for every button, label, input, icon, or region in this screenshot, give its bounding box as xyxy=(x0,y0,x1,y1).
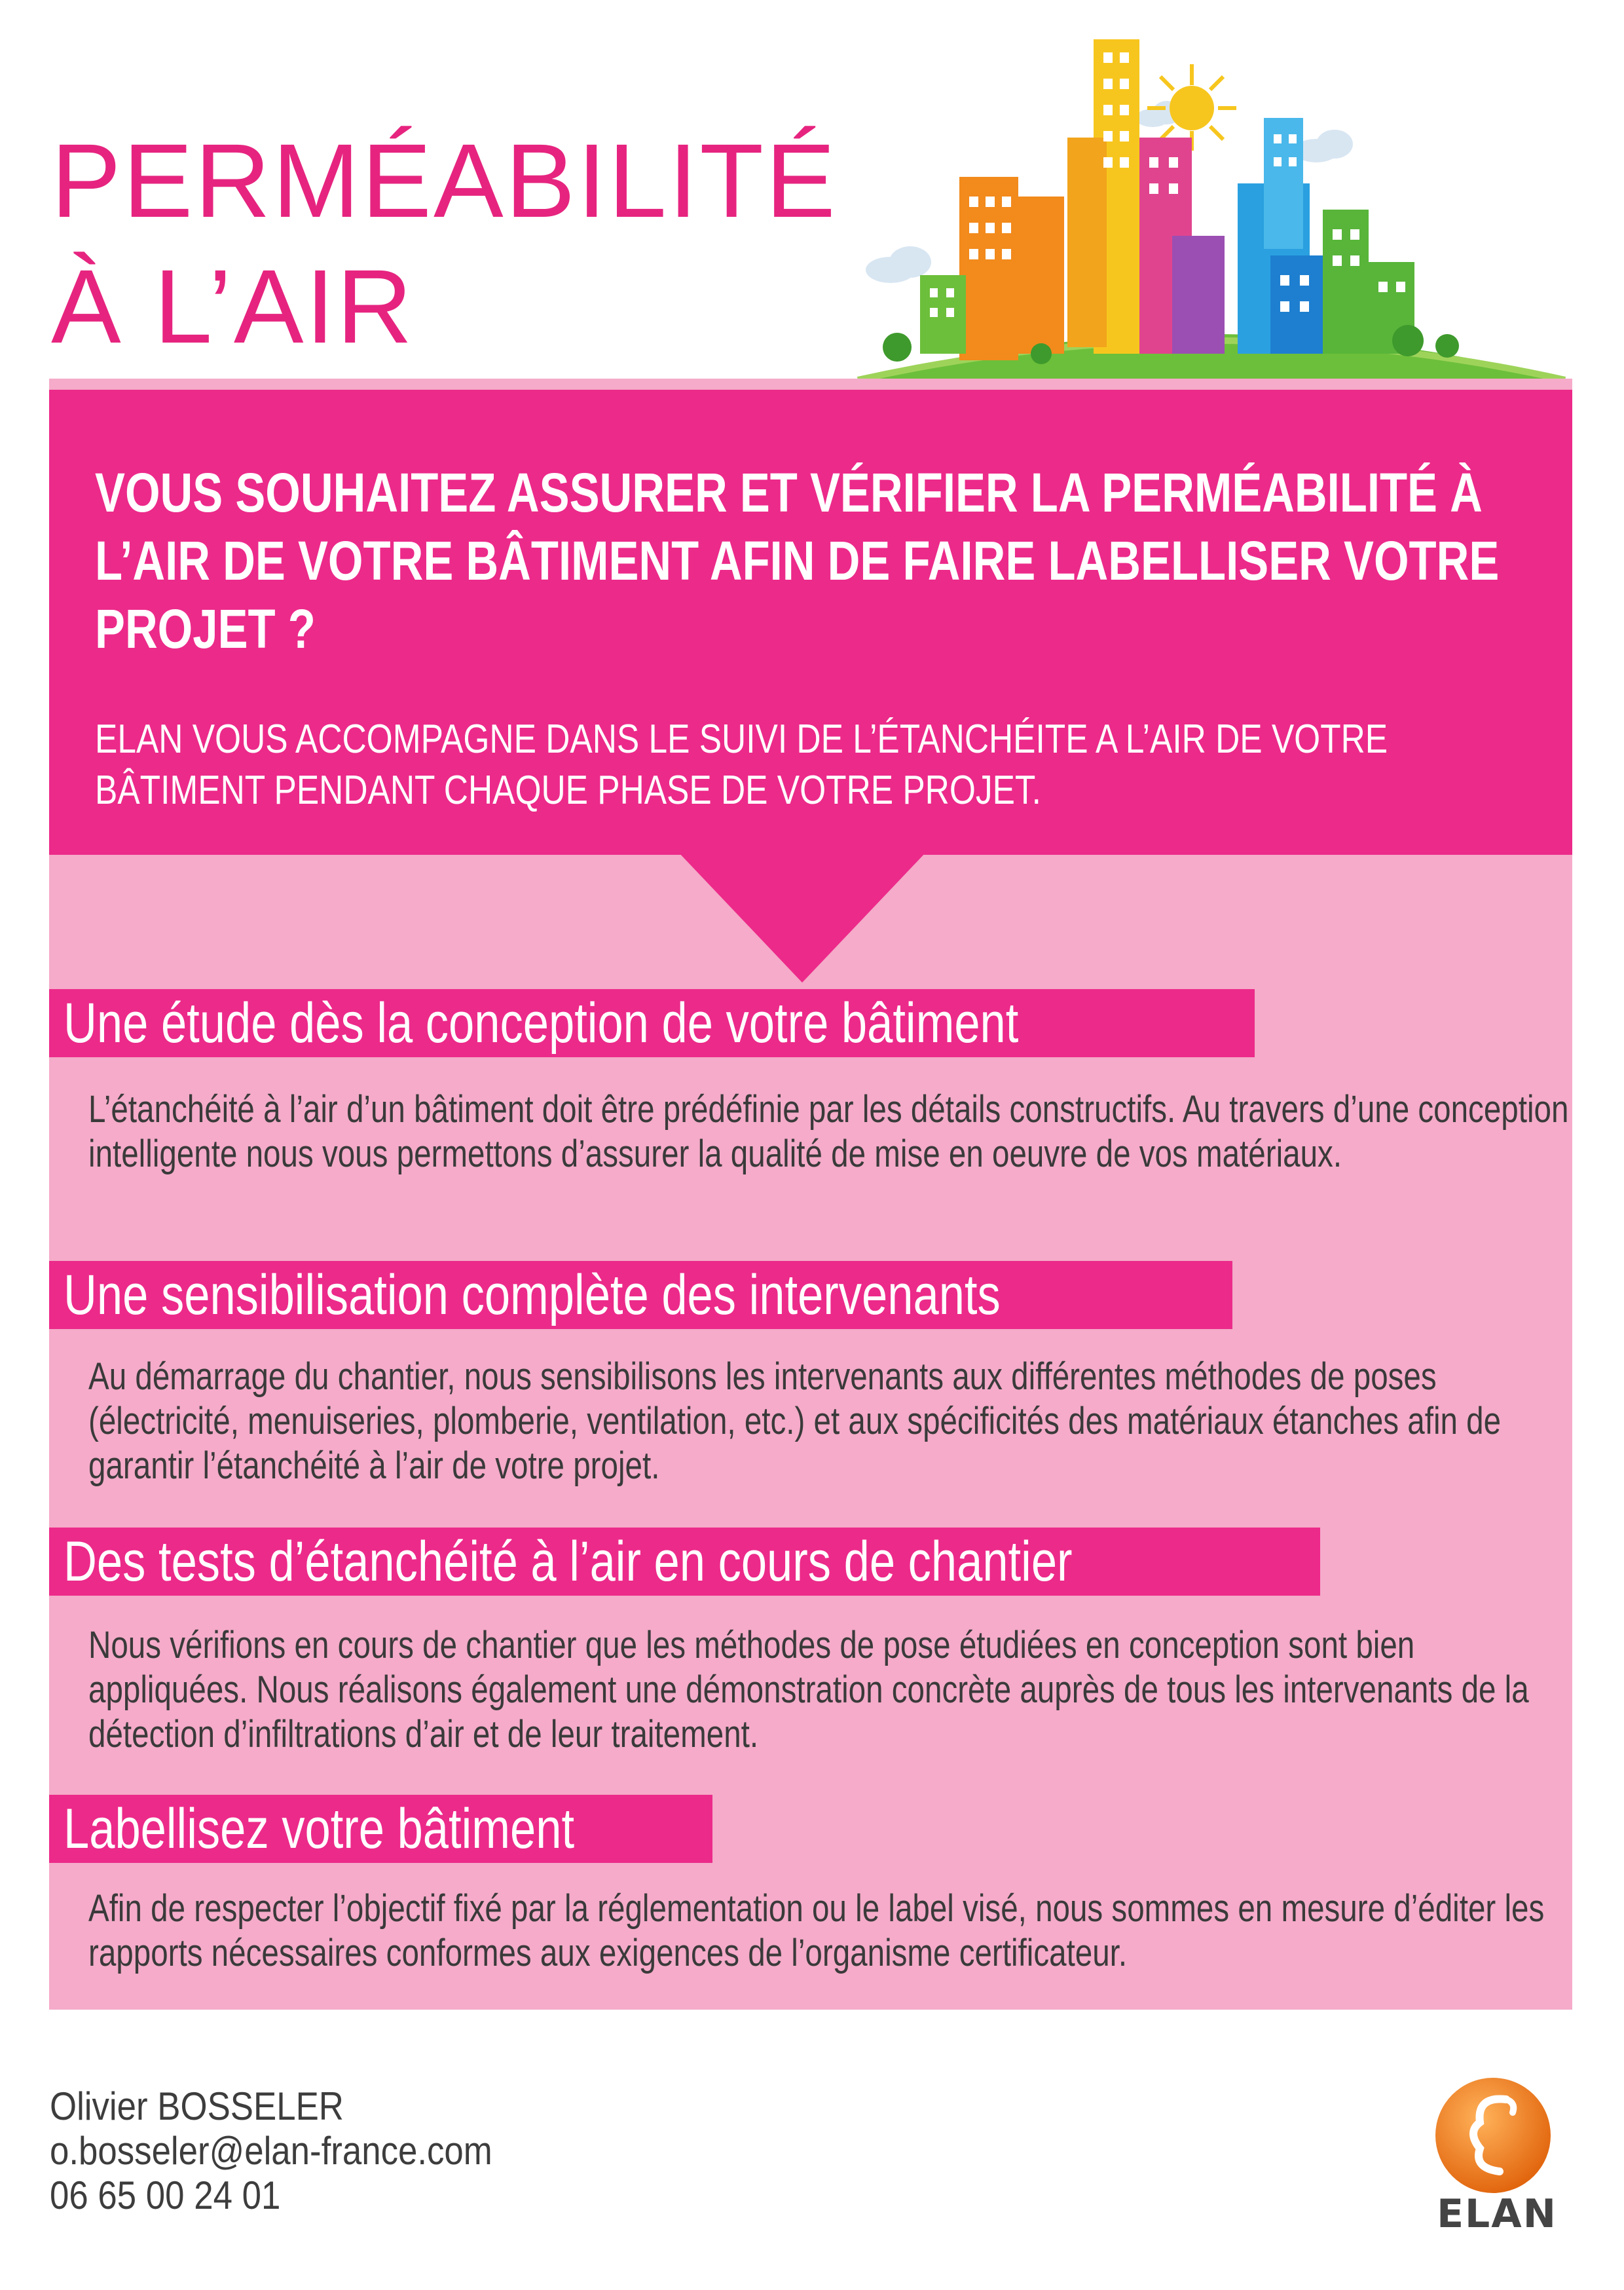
contact-phone[interactable]: 06 65 00 24 01 xyxy=(50,2173,281,2217)
section-title-conception: Une étude dès la conception de votre bâtiment xyxy=(49,989,1255,1057)
section-title-tests: Des tests d’étanchéité à l’air en cours de chantier xyxy=(49,1528,1320,1596)
elan-logo-text: ELAN xyxy=(1437,2191,1557,2237)
contact-name: Olivier BOSSELER xyxy=(50,2084,344,2128)
city-buildings-icon xyxy=(845,26,1578,393)
section-text-conception: L’étanchéité à l’air d’un bâtiment doit être prédéfinie par les détails constructifs. Au travers d’une conception intelligente nous vous permettons d’assurer la qualité de mise en oeuvre de vos matériaux. xyxy=(88,1088,1569,1175)
contact-email[interactable]: o.bosseler@elan-france.com xyxy=(50,2129,492,2173)
section-text-tests: Nous vérifions en cours de chantier que les méthodes de pose étudiées en conception sont bien appliquées. Nous réalisons également une démonstration concrète auprès de tous les intervenants de la détection d’infiltrations d’air et de leur traitement. xyxy=(88,1624,1529,1755)
section-text-labellisez: Afin de respecter l’objectif fixé par la réglementation ou le label visé, nous sommes en mesure d’éditer les rapports nécessaires conformes aux exigences de l’organisme certificateur. xyxy=(88,1887,1545,1974)
contact-block xyxy=(50,2084,553,2218)
hero-subtitle: ELAN VOUS ACCOMPAGNE DANS LE SUIVI DE L’ÉTANCHÉITE A L’AIR DE VOTRE BÂTIMENT PENDANT CHAQUE PHASE DE VOTRE PROJET. xyxy=(95,717,1388,813)
section-title-labellisez: Labellisez votre bâtiment xyxy=(49,1795,712,1863)
page-title xyxy=(51,118,838,369)
hero-arrow xyxy=(678,852,927,983)
section-title-sensibilisation: Une sensibilisation complète des intervenants xyxy=(49,1261,1232,1329)
page-title-line1: PERMÉABILITÉ xyxy=(51,122,838,239)
section-text-sensibilisation: Au démarrage du chantier, nous sensibilisons les intervenants aux différentes méthodes de poses (électricité, menuiseries, plomberie, ventilation, etc.) et aux spécificités des matériaux étanches afin de garantir l’étanchéité à l’air de votre projet. xyxy=(88,1355,1502,1487)
page-title-line2: À L’AIR xyxy=(51,248,415,365)
hero-question: VOUS SOUHAITEZ ASSURER ET VÉRIFIER LA PERMÉABILITÉ À L’AIR DE VOTRE BÂTIMENT AFIN DE FAIRE LABELLISER VOTRE PROJET ? xyxy=(95,462,1500,660)
